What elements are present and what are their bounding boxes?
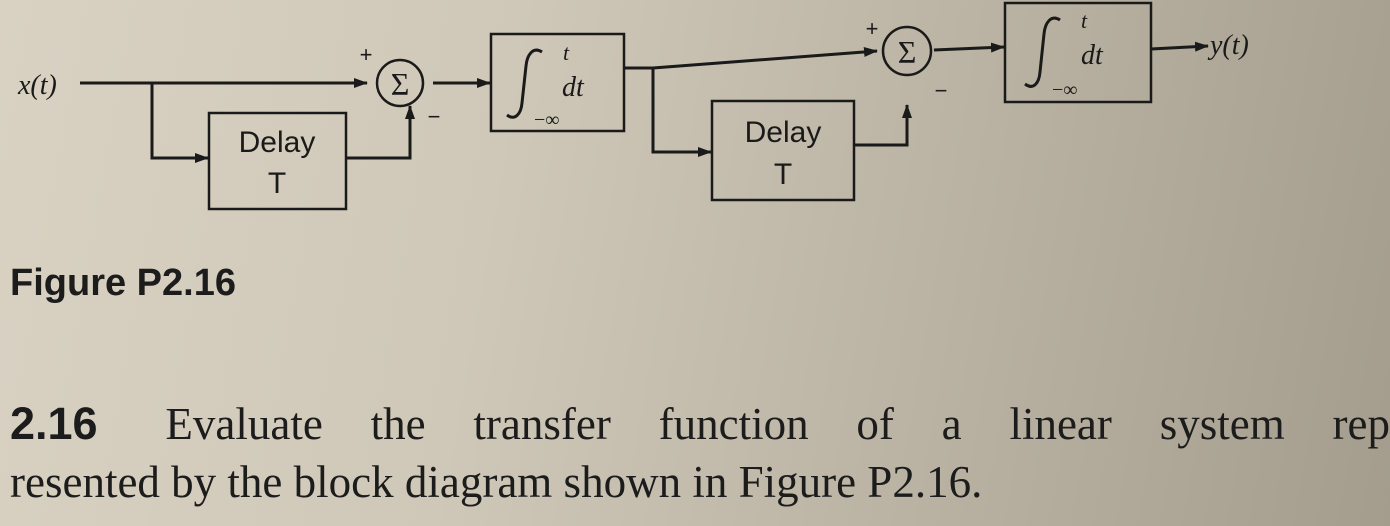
problem-word: Evaluate bbox=[165, 399, 323, 449]
output-label: y(t) bbox=[1210, 30, 1249, 61]
integral-sign-1 bbox=[507, 50, 542, 117]
problem-word: a bbox=[941, 399, 962, 449]
integrator-2-lower: −∞ bbox=[1052, 79, 1078, 101]
problem-number: 2.16 bbox=[10, 398, 98, 449]
problem-word: transfer bbox=[473, 399, 611, 449]
problem-word: of bbox=[856, 399, 894, 449]
problem-word: function bbox=[658, 399, 809, 449]
summer-2-minus: − bbox=[934, 78, 948, 103]
input-label: x(t) bbox=[18, 70, 57, 101]
problem-word: linear bbox=[1009, 399, 1112, 449]
integrator-1-upper: t bbox=[563, 40, 570, 65]
delay-1-param: T bbox=[267, 167, 287, 200]
integrator-2-dt: dt bbox=[1081, 40, 1103, 71]
problem-word: the bbox=[370, 399, 426, 449]
integrator-1-dt: dt bbox=[562, 72, 584, 103]
summer-1-sigma: Σ bbox=[390, 66, 410, 102]
problem-line-2: resented by the block diagram shown in Figure P2.16. bbox=[10, 457, 983, 507]
integrator-1-lower: −∞ bbox=[534, 109, 560, 131]
integrator-2-upper: t bbox=[1081, 8, 1088, 33]
output-arrow bbox=[1151, 46, 1208, 49]
figure-caption: Figure P2.16 bbox=[10, 262, 236, 304]
delay-1-label: Delay bbox=[238, 126, 316, 159]
delay-2-param: T bbox=[773, 158, 793, 191]
summer-1-minus: − bbox=[427, 104, 441, 129]
summer-1-plus: + bbox=[359, 42, 373, 67]
delay-2-label: Delay bbox=[744, 116, 822, 149]
integrator-block-2 bbox=[1005, 3, 1151, 102]
summer-2-plus: + bbox=[865, 16, 879, 41]
problem-word: rep bbox=[1332, 399, 1390, 449]
problem-word: system bbox=[1159, 399, 1285, 449]
block-diagram bbox=[0, 0, 1376, 240]
integral-sign-2 bbox=[1025, 18, 1060, 86]
summer-2-sigma: Σ bbox=[897, 34, 917, 70]
problem-line-1 bbox=[10, 395, 1390, 453]
problem-statement bbox=[10, 395, 1390, 511]
